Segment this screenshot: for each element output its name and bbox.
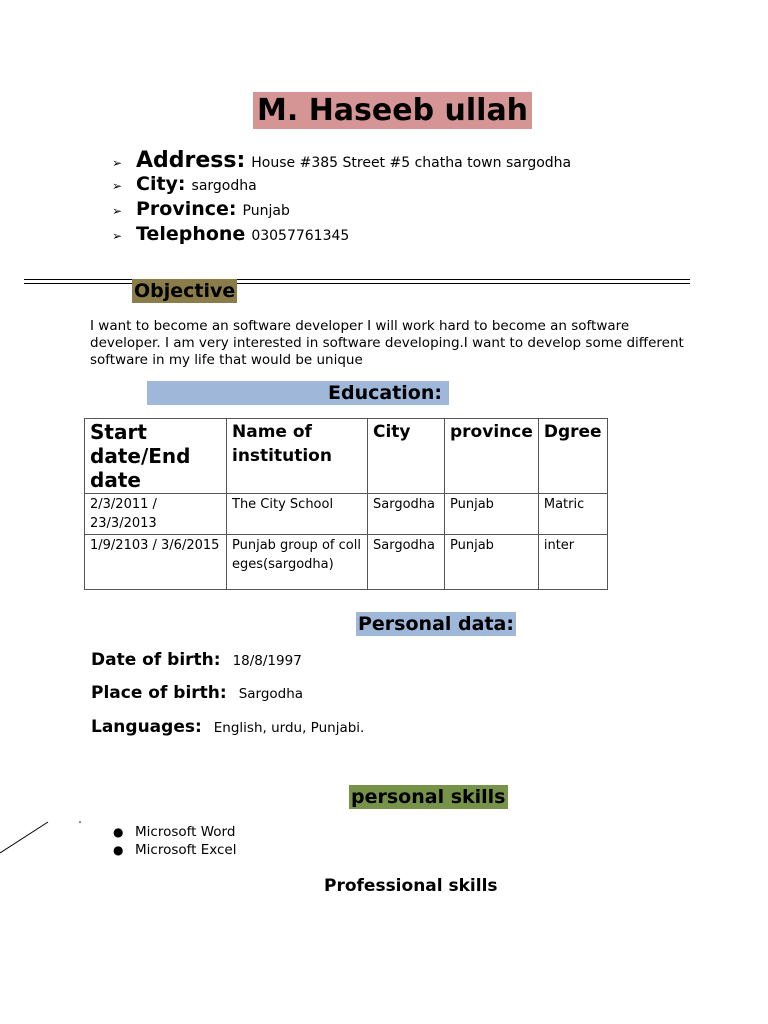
skill-text: Microsoft Word — [135, 824, 236, 840]
cell-province: Punjab — [445, 535, 539, 590]
skill-text: Microsoft Excel — [135, 842, 237, 858]
field-label: Date of birth: — [91, 650, 221, 670]
contact-province — [112, 198, 571, 223]
column-header: Start date/End date — [85, 419, 227, 494]
field-value: 18/8/1997 — [232, 653, 302, 669]
cell-city: Sargodha — [368, 535, 445, 590]
arrow-bullet-icon: ➢ — [112, 229, 123, 243]
skills-list — [113, 823, 237, 859]
cell-dates: 2/3/2011 / 23/3/2013 — [85, 494, 227, 535]
contact-list — [112, 148, 571, 248]
contact-city — [112, 173, 571, 198]
personal-field-birthdate — [91, 650, 302, 670]
contact-label: Telephone — [136, 223, 246, 245]
stray-line-icon — [0, 822, 48, 853]
column-header: province — [445, 419, 539, 494]
column-header: Dgree — [538, 419, 607, 494]
table-header-row — [85, 419, 608, 494]
divider-line — [24, 283, 690, 284]
cell-degree: Matric — [538, 494, 607, 535]
cell-dates: 1/9/2103 / 3/6/2015 — [85, 535, 227, 590]
divider-line — [24, 279, 690, 280]
cell-degree: inter — [538, 535, 607, 590]
arrow-bullet-icon: ➢ — [112, 179, 123, 193]
column-header: Name of institution — [227, 419, 368, 494]
cell-province: Punjab — [445, 494, 539, 535]
list-item — [113, 841, 237, 859]
table-row — [85, 535, 608, 590]
arrow-bullet-icon: ➢ — [112, 156, 123, 170]
cell-institution: The City School — [227, 494, 368, 535]
table-row — [85, 494, 608, 535]
cell-city: Sargodha — [368, 494, 445, 535]
bullet-dot-icon: ● — [113, 843, 124, 857]
stray-dot-icon — [79, 821, 81, 823]
personal-field-languages — [91, 717, 364, 737]
personal-field-birthplace — [91, 683, 303, 703]
contact-label: City: — [136, 173, 186, 195]
education-heading: Education: — [328, 382, 442, 404]
contact-value: sargodha — [191, 178, 257, 194]
contact-telephone — [112, 223, 571, 248]
contact-label: Province: — [136, 198, 237, 220]
contact-value: House #385 Street #5 chatha town sargodha — [251, 155, 572, 171]
contact-value: 03057761345 — [251, 228, 350, 244]
objective-text: I want to become an software developer I will work hard to become an software developer. I am very interested in software developing.I want to develop some different software in my life that would be unique — [90, 318, 684, 368]
objective-heading: Objective — [134, 280, 236, 302]
personal-data-heading: Personal data: — [358, 613, 514, 635]
contact-label: Address: — [136, 148, 246, 173]
resume-name: M. Haseeb ullah — [253, 92, 532, 129]
education-table — [84, 418, 608, 590]
field-value: Sargodha — [238, 686, 304, 702]
contact-value: Punjab — [242, 203, 290, 219]
professional-skills-heading: Professional skills — [324, 876, 498, 896]
contact-address — [112, 148, 571, 173]
field-label: Languages: — [91, 717, 202, 737]
arrow-bullet-icon: ➢ — [112, 204, 123, 218]
stray-line-mark — [0, 820, 82, 860]
field-label: Place of birth: — [91, 683, 227, 703]
list-item — [113, 823, 237, 841]
bullet-dot-icon: ● — [113, 825, 124, 839]
cell-institution: Punjab group of colleges(sargodha) — [227, 535, 368, 590]
column-header: City — [368, 419, 445, 494]
personal-skills-heading: personal skills — [351, 786, 506, 808]
field-value: English, urdu, Punjabi. — [213, 720, 365, 736]
